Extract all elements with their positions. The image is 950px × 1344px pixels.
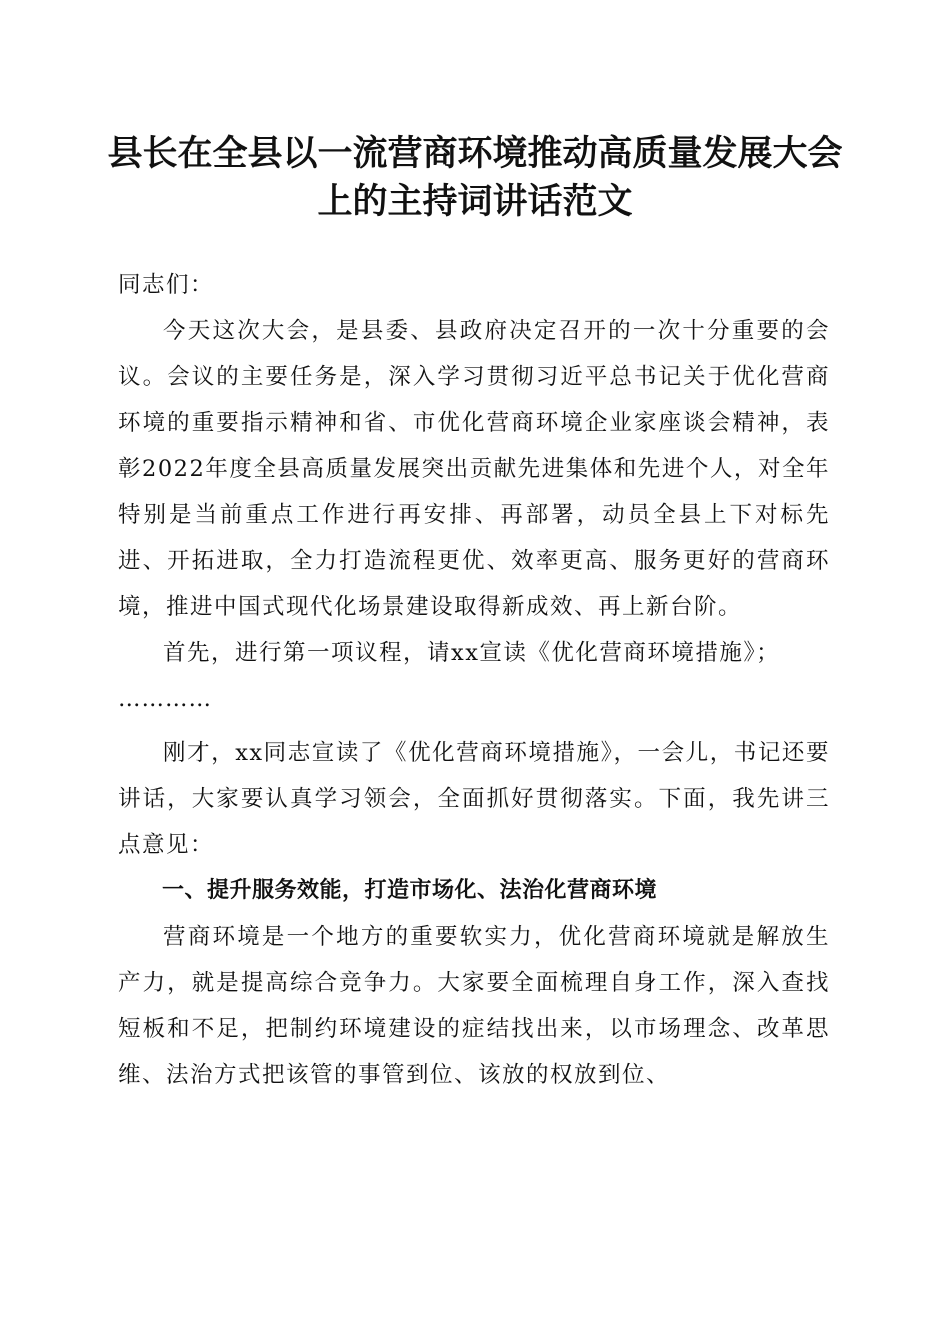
paragraph-agenda-first: 首先，进行第一项议程，请xx宣读《优化营商环境措施》；	[163, 640, 781, 666]
paragraph-ellipsis: …………	[118, 686, 212, 712]
section-one-heading: 一、提升服务效能，打造市场化、法治化营商环境	[162, 878, 658, 903]
document-title: 县长在全县以一流营商环境推动高质量发展大会上的主持词讲话范文	[107, 133, 843, 222]
document-body	[118, 262, 830, 1098]
paragraph-intro: 今天这次大会，是县委、县政府决定召开的一次十分重要的会议。会议的主要任务是，深入学习贯彻习近平总书记关于优化营商环境的重要指示精神和省、市优化营商环境企业家座谈会精神，表彰2022年度全县高质量发展突出贡献先进集体和先进个人，对全年特别是当前重点工作进行再安排、再部署，动员全县上下对标先进、开拓进取，全力打造流程更优、效率更高、服务更好的营商环境，推进中国式现代化场景建设取得新成效、再上新台阶。	[118, 318, 830, 620]
paragraph-after-reading: 刚才，xx同志宣读了《优化营商环境措施》，一会儿，书记还要讲话，大家要认真学习领会，全面抓好贯彻落实。下面，我先讲三点意见：	[118, 740, 830, 858]
greeting: 同志们：	[118, 272, 215, 298]
paragraph-section-one-body: 营商环境是一个地方的重要软实力，优化营商环境就是解放生产力，就是提高综合竞争力。大家要全面梳理自身工作，深入查找短板和不足，把制约环境建设的症结找出来，以市场理念、改革思维、法治方式把该管的事管到位、该放的权放到位、	[118, 924, 830, 1088]
